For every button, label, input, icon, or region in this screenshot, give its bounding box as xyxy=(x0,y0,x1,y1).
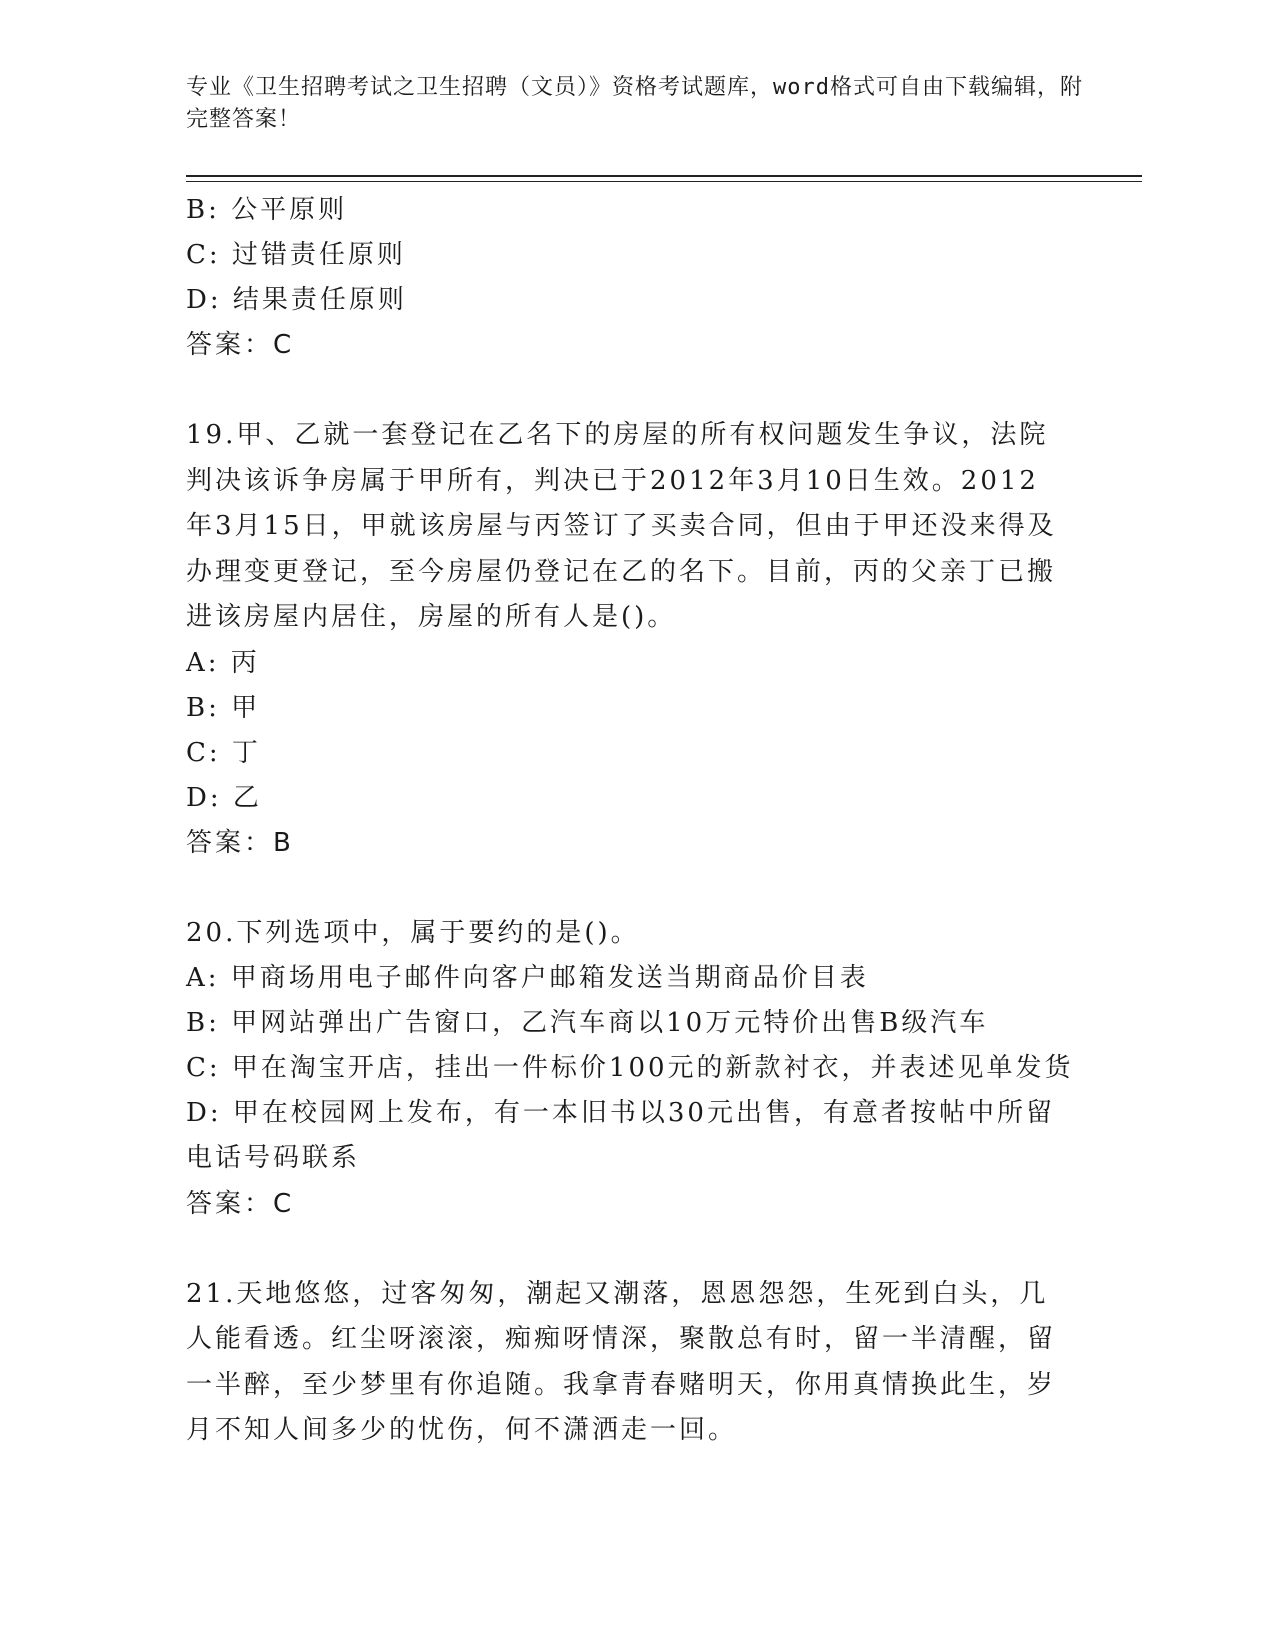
spacer xyxy=(186,1227,1066,1272)
option-b: B: 甲网站弹出广告窗口，乙汽车商以10万元特价出售B级汽车 xyxy=(186,1007,989,1038)
option-a: A: 丙 xyxy=(186,647,260,678)
question-21 xyxy=(186,1272,1066,1454)
option-d: D: 甲在校园网上发布，有一本旧书以30元出售，有意者按帖中所留电话号码联系 xyxy=(186,1097,1055,1173)
question-19 xyxy=(186,413,1066,866)
option-b: B: 甲 xyxy=(186,692,261,723)
question-18-remainder xyxy=(186,188,1066,368)
option-a: A: 甲商场用电子邮件向客户邮箱发送当期商品价目表 xyxy=(186,962,869,993)
option-b: B: 公平原则 xyxy=(186,195,348,225)
question-content xyxy=(186,188,1074,1454)
question-text: 19.甲、乙就一套登记在乙名下的房屋的所有权问题发生争议，法院判决该诉争房属于甲所有，判决已于2012年3月10日生效。2012年3月15日，甲就该房屋与丙签订了买卖合同，但由于甲还没来得及办理变更登记，至今房屋仍登记在乙的名下。目前，丙的父亲丁已搬进该房屋内居住，房屋的所有人是()。 xyxy=(186,420,1057,632)
answer: 答案：C xyxy=(186,1188,295,1219)
header-divider-thick xyxy=(186,175,1142,177)
question-text: 20.下列选项中，属于要约的是()。 xyxy=(186,917,640,948)
spacer xyxy=(186,368,1066,413)
document-header: 专业《卫生招聘考试之卫生招聘（文员）》资格考试题库，word格式可自由下载编辑，附完整答案！ xyxy=(186,75,1083,132)
option-c: C: 过错责任原则 xyxy=(186,240,406,270)
header-divider-thin xyxy=(186,181,1142,182)
answer: 答案：B xyxy=(186,827,294,858)
question-20 xyxy=(186,911,1074,1227)
question-text: 21.天地悠悠，过客匆匆，潮起又潮落，恩恩怨怨，生死到白头，几人能看透。红尘呀滚滚，痴痴呀情深，聚散总有时，留一半清醒，留一半醉，至少梦里有你追随。我拿青春赌明天，你用真情换此生，岁月不知人间多少的忧伤，何不潇洒走一回。 xyxy=(186,1278,1057,1445)
option-d: D: 乙 xyxy=(186,782,262,813)
spacer xyxy=(186,866,1066,911)
answer: 答案：C xyxy=(186,330,295,360)
option-d: D: 结果责任原则 xyxy=(186,285,407,315)
option-c: C: 丁 xyxy=(186,737,261,768)
option-c: C: 甲在淘宝开店，挂出一件标价100元的新款衬衣，并表述见单发货 xyxy=(186,1052,1074,1083)
